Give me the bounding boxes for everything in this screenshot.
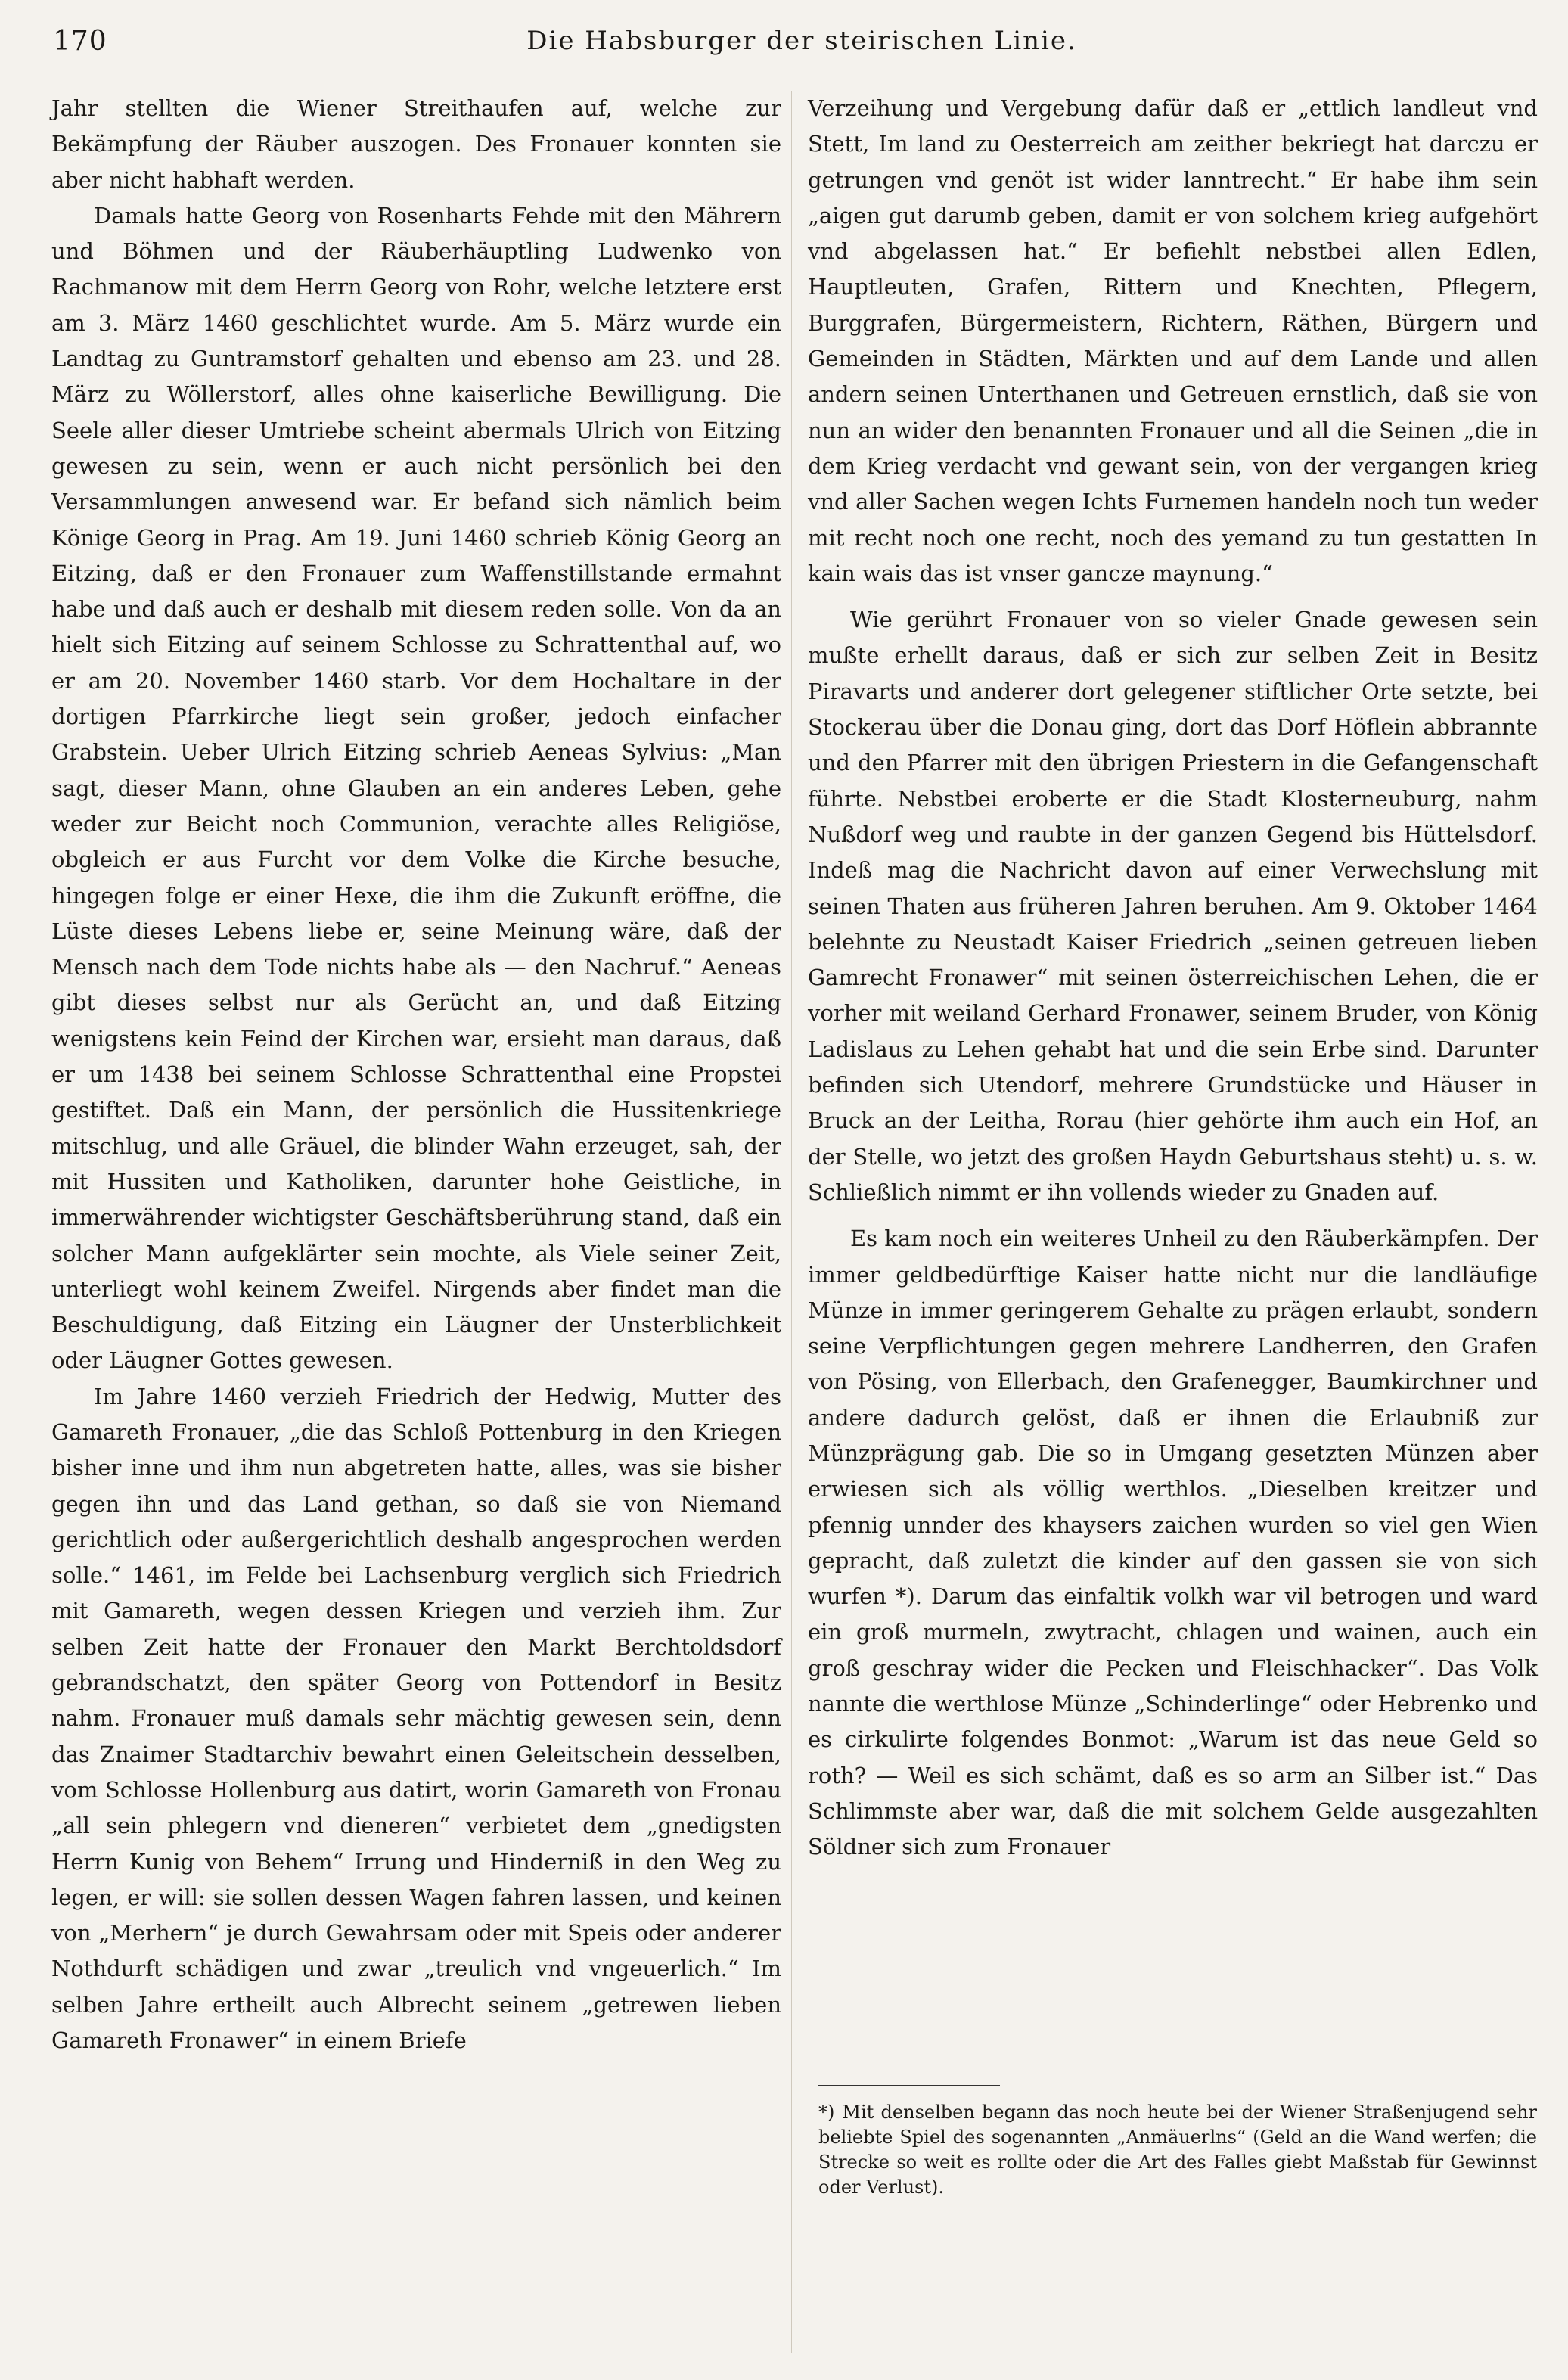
- paragraph: Im Jahre 1460 verzieh Friedrich der Hedwig, Mutter des Gamareth Fronauer, „die das Schloß Pottenburg in den Kriegen bisher inne und ihm nun abgetreten hatte, alles, was sie bisher gegen ihn und das Land gethan, so daß sie von Niemand gerichtlich oder außergerichtlich deshalb angesprochen werden solle.“ 1461, im Felde bei Lachsenburg verglich sich Friedrich mit Gamareth, wegen dessen Kriegen und verzieh ihm. Zur selben Zeit hatte der Fronauer den Markt Berchtoldsdorf gebrandschatzt, den später Georg von Pottendorf in Besitz nahm. Fronauer muß damals sehr mächtig gewesen sein, denn das Znaimer Stadtarchiv bewahrt einen Geleitschein desselben, vom Schlosse Hollenburg aus datirt, worin Gamareth von Fronau „all sein phlegern vnd dieneren“ verbietet dem „gnedigsten Herrn Kunig von Behem“ Irrung und Hinderniß in den Weg zu legen, er will: sie sollen dessen Wagen fahren lassen, und keinen von „Merhern“ je durch Gewahrsam oder mit Speis oder anderer Nothdurft schädigen und zwar „treulich vnd vngeuerlich.“ Im selben Jahre ertheilt auch Albrecht seinem „getrewen lieben Gamareth Fronawer“ in einem Briefe: [51, 1383, 781, 2054]
- paragraph: Jahr stellten die Wiener Streithaufen auf, welche zur Bekämpfung der Räuber auszogen. Des Fronauer konnten sie aber nicht habhaft werden.: [51, 95, 781, 193]
- paragraph: Wie gerührt Fronauer von so vieler Gnade gewesen sein mußte erhellt daraus, daß er sich zur selben Zeit in Besitz Piravarts und anderer dort gelegener stiftlicher Orte setzte, bei Stockerau über die Donau ging, dort das Dorf Höflein abbrannte und den Pfarrer mit den übrigen Priestern in die Gefangenschaft führte. Nebstbei eroberte er die Stadt Klosterneuburg, nahm Nußdorf weg und raubte in der ganzen Gegend bis Hüttelsdorf. Indeß mag die Nachricht davon auf einer Verwechslung mit seinen Thaten aus früheren Jahren beruhen. Am 9. Oktober 1464 belehnte zu Neustadt Kaiser Friedrich „seinen getreuen lieben Gamrecht Fronawer“ mit seinen österreichischen Lehen, die er vorher mit weiland Gerhard Fronawer, seinem Bruder, von König Ladislaus zu Lehen gehabt hat und die sein Erbe sind. Darunter befinden sich Utendorf, mehrere Grundstücke und Häuser in Bruck an der Leitha, Rorau (hier gehörte ihm auch ein Hof, an der Stelle, wo jetzt des großen Haydn Geburtshaus steht) u. s. w. Schließlich nimmt er ihn vollends wieder zu Gnaden auf.: [808, 607, 1538, 1205]
- footnote-marker: *): [818, 2102, 835, 2123]
- paragraph: Verzeihung und Vergebung dafür daß er „ettlich landleut vnd Stett, Im land zu Oesterreich am zeither bekriegt hat darczu er getrungen vnd genöt ist wider lanntrecht.“ Er habe ihm sein „aigen gut darumb geben, damit er von solchem krieg aufgehört vnd abgelassen hat.“ Er befiehlt nebstbei allen Edlen, Hauptleuten, Grafen, Rittern und Knechten, Pflegern, Burggrafen, Bürgermeistern, Richtern, Räthen, Bürgern und Gemeinden in Städten, Märkten und auf dem Lande und allen andern seinen Unterthanen und Getreuen ernstlich, daß sie von nun an wider den benannten Fronauer und all die Seinen „die in dem Krieg verdacht vnd gewant sein, von der vergangen krieg vnd aller Sachen wegen Ichts Furnemen handeln noch tun weder mit recht noch one recht, noch des yemand zu tun gestatten In kain wais das ist vnser gancze maynung.“: [808, 95, 1538, 586]
- footnote-rule: [818, 2085, 1000, 2086]
- footnote: [818, 2100, 1537, 2200]
- left-column: [51, 91, 781, 2058]
- running-title: Die Habsburger der steirischen Linie.: [526, 26, 1077, 56]
- paragraph: Es kam noch ein weiteres Unheil zu den Räuberkämpfen. Der immer geldbedürftige Kaiser hatte nicht nur die landläufige Münze in immer geringerem Gehalte zu prägen erlaubt, sondern seine Verpflichtungen gegen mehrere Landherren, den Grafen von Pösing, von Ellerbach, den Grafenegger, Baumkirchner und andere dadurch gelöst, daß er ihnen die Erlaubniß zur Münzprägung gab. Die so in Umgang gesetzten Münzen aber erwiesen sich als völlig werthlos. „Dieselben kreitzer und pfennig unnder des khaysers zaichen wurden so viel gen Wien gepracht, daß zuletzt die kinder auf den gassen sie von sich wurfen *). Darum das einfaltik volkh war vil betrogen und ward ein groß murmeln, zwytracht, chlagen und wainen, auch ein groß geschray wider die Pecken und Fleischhacker“. Das Volk nannte die werthlose Münze „Schinderlinge“ oder Hebrenko und es cirkulirte folgendes Bonmot: „Warum ist das neue Geld so roth? — Weil es sich schämt, daß es so arm an Silber ist.“ Das Schlimmste aber war, daß die mit solchem Gelde ausgezahlten Söldner sich zum Fronauer: [808, 1226, 1538, 1860]
- footnote-text: Mit denselben begann das noch heute bei der Wiener Straßenjugend sehr beliebte Spiel des sogenannten „Anmäuerlns“ (Geld an die Wand werfen; die Strecke so weit es rollte oder die Art des Falles giebt Maßstab für Gewinnst oder Verlust).: [818, 2102, 1537, 2198]
- paragraph: Damals hatte Georg von Rosenharts Fehde mit den Mährern und Böhmen und der Räuberhäuptling Ludwenko von Rachmanow mit dem Herrn Georg von Rohr, welche letztere erst am 3. März 1460 geschlichtet wurde. Am 5. März wurde ein Landtag zu Guntramstorf gehalten und ebenso am 23. und 28. März zu Wöllerstorf, alles ohne kaiserliche Bewilligung. Die Seele aller dieser Umtriebe scheint abermals Ulrich von Eitzing gewesen zu sein, wenn er auch nicht persönlich bei den Versammlungen anwesend war. Er befand sich nämlich beim Könige Georg in Prag. Am 19. Juni 1460 schrieb König Georg an Eitzing, daß er den Fronauer zum Waffenstillstande ermahnt habe und daß auch er deshalb mit diesem reden solle. Von da an hielt sich Eitzing auf seinem Schlosse zu Schrattenthal auf, wo er am 20. November 1460 starb. Vor dem Hochaltare in der dortigen Pfarrkirche liegt sein großer, jedoch einfacher Grabstein. Ueber Ulrich Eitzing schrieb Aeneas Sylvius: „Man sagt, dieser Mann, ohne Glauben an ein anderes Leben, gehe weder zur Beicht noch Communion, verachte alles Religiöse, obgleich er aus Furcht vor dem Volke die Kirche besuche, hingegen folge er einer Hexe, die ihm die Zukunft eröffne, die Lüste dieses Lebens liebe er, seine Meinung wäre, daß der Mensch nach dem Tode nichts habe als — den Nachruf.“ Aeneas gibt dieses selbst nur als Gerücht an, und daß Eitzing wenigstens kein Feind der Kirchen war, ersieht man daraus, daß er um 1438 bei seinem Schlosse Schrattenthal eine Propstei gestiftet. Daß ein Mann, der persönlich die Hussitenkriege mitschlug, und alle Gräuel, die blinder Wahn erzeuget, sah, der mit Hussiten und Katholiken, darunter hohe Geistliche, in immerwährender wichtigster Geschäftsberührung stand, daß ein solcher Mann aufgeklärter sein mochte, als Viele seiner Zeit, unterliegt wohl keinem Zweifel. Nirgends aber findet man die Beschuldigung, daß Eitzing ein Läugner der Unsterblichkeit oder Läugner Gottes gewesen.: [51, 202, 781, 1374]
- right-column: [808, 91, 1538, 1866]
- page-header: [53, 23, 1520, 68]
- page-number: 170: [53, 26, 107, 57]
- column-gutter: [791, 91, 792, 2353]
